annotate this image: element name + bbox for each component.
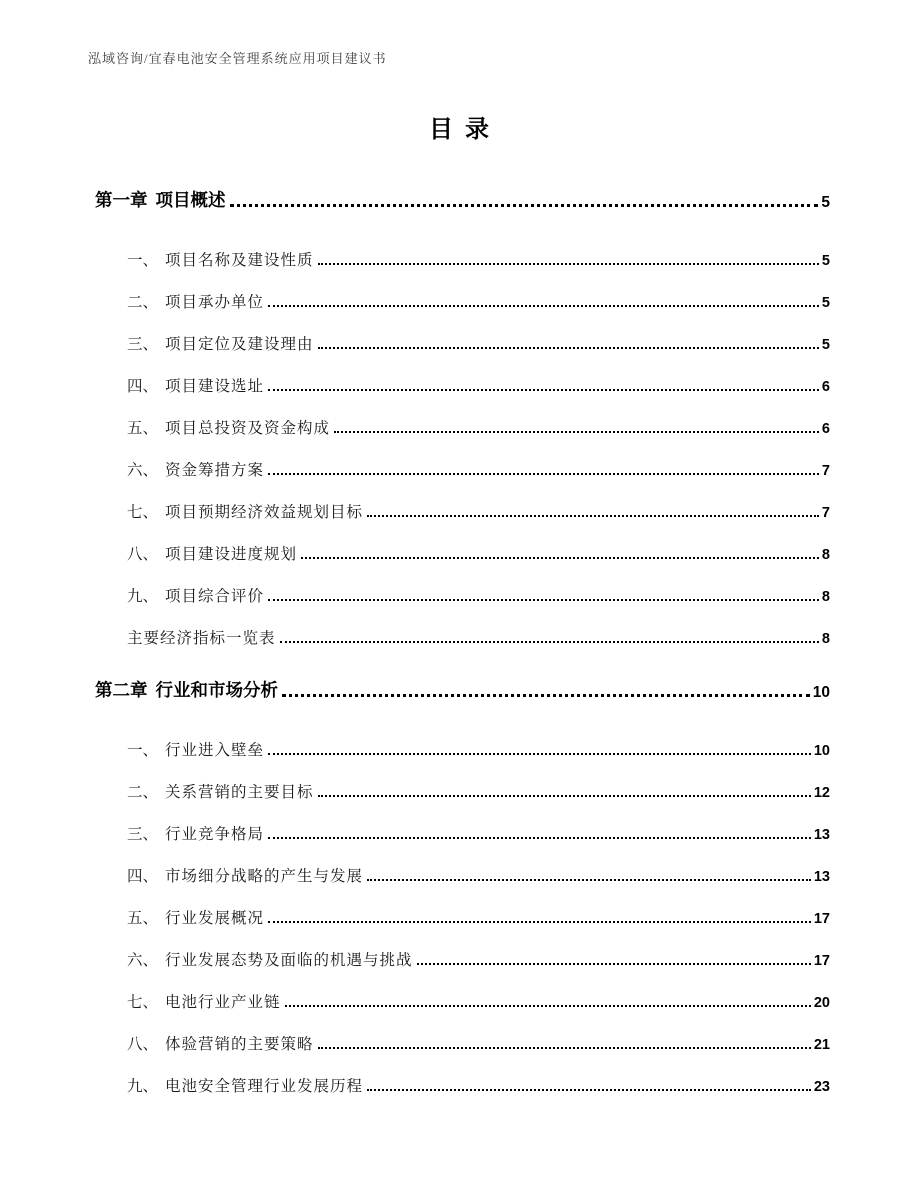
item-page-number: 7 (821, 462, 830, 479)
toc (88, 166, 830, 1096)
toc-item-row[interactable] (88, 844, 830, 886)
item-page-number: 6 (821, 378, 830, 395)
toc-item-row[interactable] (88, 606, 830, 648)
item-title: 项目承办单位 (165, 294, 265, 311)
item-title: 资金筹措方案 (165, 462, 265, 479)
item-number: 五、 (127, 910, 159, 927)
item-number: 二、 (127, 294, 159, 311)
item-title: 关系营销的主要目标 (165, 784, 314, 801)
item-title: 电池行业产业链 (165, 994, 281, 1011)
item-title: 行业进入壁垒 (165, 742, 265, 759)
item-title: 体验营销的主要策略 (165, 1036, 314, 1053)
dotted-leader (318, 1047, 811, 1049)
item-title: 行业竞争格局 (165, 826, 265, 843)
dotted-leader (268, 305, 819, 307)
item-page-number: 12 (813, 784, 830, 801)
item-number: 四、 (127, 868, 159, 885)
item-title: 项目建设选址 (165, 378, 265, 395)
dotted-leader (268, 837, 811, 839)
item-number: 八、 (127, 546, 159, 563)
item-title: 项目建设进度规划 (165, 546, 298, 563)
item-page-number: 20 (813, 994, 830, 1011)
toc-item-row[interactable] (88, 928, 830, 970)
toc-item-row[interactable] (88, 718, 830, 760)
item-title: 项目名称及建设性质 (165, 252, 314, 269)
dotted-leader (268, 389, 819, 391)
dotted-leader (367, 515, 819, 517)
item-number: 三、 (127, 336, 159, 353)
item-number: 七、 (127, 504, 159, 521)
toc-item-row[interactable] (88, 886, 830, 928)
item-page-number: 5 (821, 294, 830, 311)
toc-item-row[interactable] (88, 802, 830, 844)
item-page-number: 5 (821, 336, 830, 353)
item-title: 项目总投资及资金构成 (165, 420, 331, 437)
item-title: 电池安全管理行业发展历程 (165, 1078, 364, 1095)
item-page-number: 8 (821, 630, 830, 647)
dotted-leader (230, 204, 819, 207)
item-number: 二、 (127, 784, 159, 801)
item-page-number: 7 (821, 504, 830, 521)
item-title: 主要经济指标一览表 (127, 630, 276, 647)
toc-item-row[interactable] (88, 228, 830, 270)
chapter-page-number: 10 (812, 683, 830, 701)
dotted-leader (334, 431, 819, 433)
toc-item-row[interactable] (88, 312, 830, 354)
toc-chapter-row[interactable] (88, 166, 830, 212)
dotted-leader (268, 473, 819, 475)
chapter-page-number: 5 (821, 193, 830, 211)
item-number: 六、 (127, 462, 159, 479)
dotted-leader (318, 263, 819, 265)
item-number: 六、 (127, 952, 159, 969)
document-header: 泓域咨询/宜春电池安全管理系统应用项目建议书 (88, 51, 387, 66)
item-number: 七、 (127, 994, 159, 1011)
chapter-number: 第一章 (95, 190, 148, 210)
toc-item-row[interactable] (88, 270, 830, 312)
item-page-number: 17 (813, 910, 830, 927)
toc-item-row[interactable] (88, 970, 830, 1012)
item-page-number: 13 (813, 826, 830, 843)
toc-item-row[interactable] (88, 396, 830, 438)
dotted-leader (367, 1089, 811, 1091)
item-number: 九、 (127, 1078, 159, 1095)
dotted-leader (268, 753, 811, 755)
item-number: 九、 (127, 588, 159, 605)
item-title: 行业发展概况 (165, 910, 265, 927)
item-title: 市场细分战略的产生与发展 (165, 868, 364, 885)
dotted-leader (318, 795, 811, 797)
dotted-leader (285, 1005, 811, 1007)
dotted-leader (268, 921, 811, 923)
dotted-leader (280, 641, 819, 643)
item-page-number: 13 (813, 868, 830, 885)
dotted-leader (417, 963, 811, 965)
toc-item-row[interactable] (88, 438, 830, 480)
dotted-leader (367, 879, 811, 881)
item-number: 八、 (127, 1036, 159, 1053)
toc-item-row[interactable] (88, 522, 830, 564)
toc-chapter-row[interactable] (88, 656, 830, 702)
item-number: 一、 (127, 252, 159, 269)
item-page-number: 8 (821, 546, 830, 563)
toc-item-row[interactable] (88, 354, 830, 396)
item-page-number: 23 (813, 1078, 830, 1095)
dotted-leader (282, 694, 810, 697)
toc-item-row[interactable] (88, 1012, 830, 1054)
item-page-number: 17 (813, 952, 830, 969)
toc-item-row[interactable] (88, 480, 830, 522)
dotted-leader (301, 557, 819, 559)
item-title: 项目综合评价 (165, 588, 265, 605)
item-page-number: 10 (813, 742, 830, 759)
page-title: 目录 (429, 117, 501, 143)
chapter-number: 第二章 (95, 680, 148, 700)
item-title: 项目预期经济效益规划目标 (165, 504, 364, 521)
item-number: 一、 (127, 742, 159, 759)
item-number: 五、 (127, 420, 159, 437)
item-number: 四、 (127, 378, 159, 395)
item-page-number: 8 (821, 588, 830, 605)
item-number: 三、 (127, 826, 159, 843)
chapter-title: 行业和市场分析 (155, 680, 278, 700)
item-page-number: 21 (813, 1036, 830, 1053)
item-page-number: 6 (821, 420, 830, 437)
chapter-title: 项目概述 (155, 190, 226, 210)
dotted-leader (268, 599, 819, 601)
toc-item-row[interactable] (88, 1054, 830, 1096)
item-title: 项目定位及建设理由 (165, 336, 314, 353)
toc-item-row[interactable] (88, 760, 830, 802)
item-page-number: 5 (821, 252, 830, 269)
item-title: 行业发展态势及面临的机遇与挑战 (165, 952, 413, 969)
toc-item-row[interactable] (88, 564, 830, 606)
dotted-leader (318, 347, 819, 349)
